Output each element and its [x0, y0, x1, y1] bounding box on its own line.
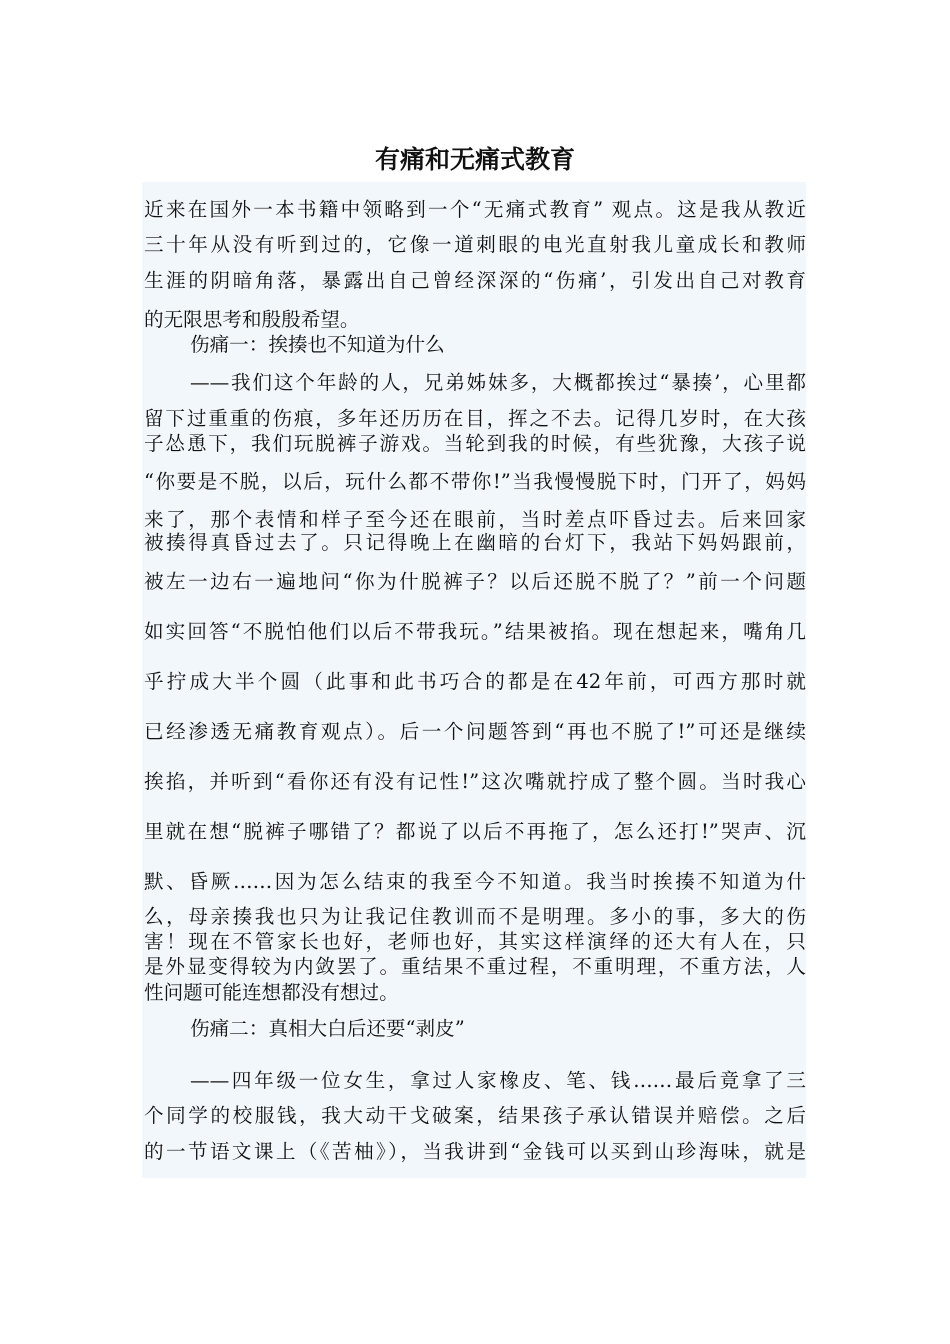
document-title: 有痛和无痛式教育: [374, 145, 575, 174]
text-line: 三十年从没有听到过的，它像一道刺眼的电光直射我儿童成长和教师: [144, 233, 806, 256]
text-line: 是外显变得较为内敛罢了。重结果不重过程，不重明理，不重方法，人: [144, 955, 806, 978]
text-line: 的无限思考和殷殷希望。: [144, 308, 360, 331]
text-line: “你要是不脱，以后，玩什么都不带你!”当我慢慢脱下时，门开了，妈妈: [144, 470, 806, 493]
text-line: 近来在国外一本书籍中领略到一个“无痛式教育” 观点。这是我从教近: [144, 198, 806, 221]
text-line: 性问题可能连想都没有想过。: [144, 981, 399, 1004]
text-line: 乎拧成大半个圆（此事和此书巧合的都是在42年前，可西方那时就: [144, 670, 806, 693]
text-line: 生涯的阴暗角落，暴露出自己曾经深深的“伤痛’，引发出自己对教育: [144, 269, 806, 292]
text-line: 被揍得真昏过去了。只记得晚上在幽暗的台灯下，我站下妈妈跟前，: [144, 531, 806, 554]
text-line: ——我们这个年龄的人，兄弟姊妹多，大概都挨过“暴揍’，心里都: [190, 371, 806, 394]
text-line: 里就在想“脱裤子哪错了？都说了以后不再拖了，怎么还打!”哭声、沉: [144, 820, 806, 843]
text-line: 么，母亲揍我也只为让我记住教训而不是明理。多小的事，多大的伤: [144, 905, 806, 928]
text-line: 挨掐，并听到“看你还有没有记性!”这次嘴就拧成了整个圆。当时我心: [144, 770, 806, 793]
section-heading: 伤痛一：挨揍也不知道为什么: [190, 333, 445, 356]
text-line: 个同学的校服钱，我大动干戈破案，结果孩子承认错误并赔偿。之后: [144, 1104, 806, 1127]
text-line: 已经渗透无痛教育观点）。后一个问题答到“再也不脱了!”可还是继续: [144, 720, 806, 743]
text-line: 默、昏厥……因为怎么结束的我至今不知道。我当时挨揍不知道为什: [144, 870, 806, 893]
text-line: 如实回答“不脱怕他们以后不带我玩。”结果被掐。现在想起来，嘴角几: [144, 620, 806, 643]
text-line: 留下过重重的伤痕，多年还历历在目，挥之不去。记得几岁时，在大孩: [144, 407, 806, 430]
text-line: 害！现在不管家长也好，老师也好，其实这样演绎的还大有人在，只: [144, 930, 806, 953]
text-line: 的一节语文课上（《苦柚》），当我讲到“金钱可以买到山珍海味，就是: [144, 1140, 806, 1163]
text-line: ——四年级一位女生，拿过人家橡皮、笔、钱……最后竟拿了三: [190, 1069, 806, 1092]
text-line: 被左一边右一遍地问“你为什脱裤子？以后还脱不脱了？”前一个问题: [144, 570, 806, 593]
section-heading: 伤痛二：真相大白后还要“剥皮”: [190, 1017, 465, 1040]
text-line: 子怂恿下，我们玩脱裤子游戏。当轮到我的时候，有些犹豫，大孩子说: [144, 432, 806, 455]
text-line: 来了，那个表情和样子至今还在眼前，当时差点吓昏过去。后来回家: [144, 508, 806, 531]
